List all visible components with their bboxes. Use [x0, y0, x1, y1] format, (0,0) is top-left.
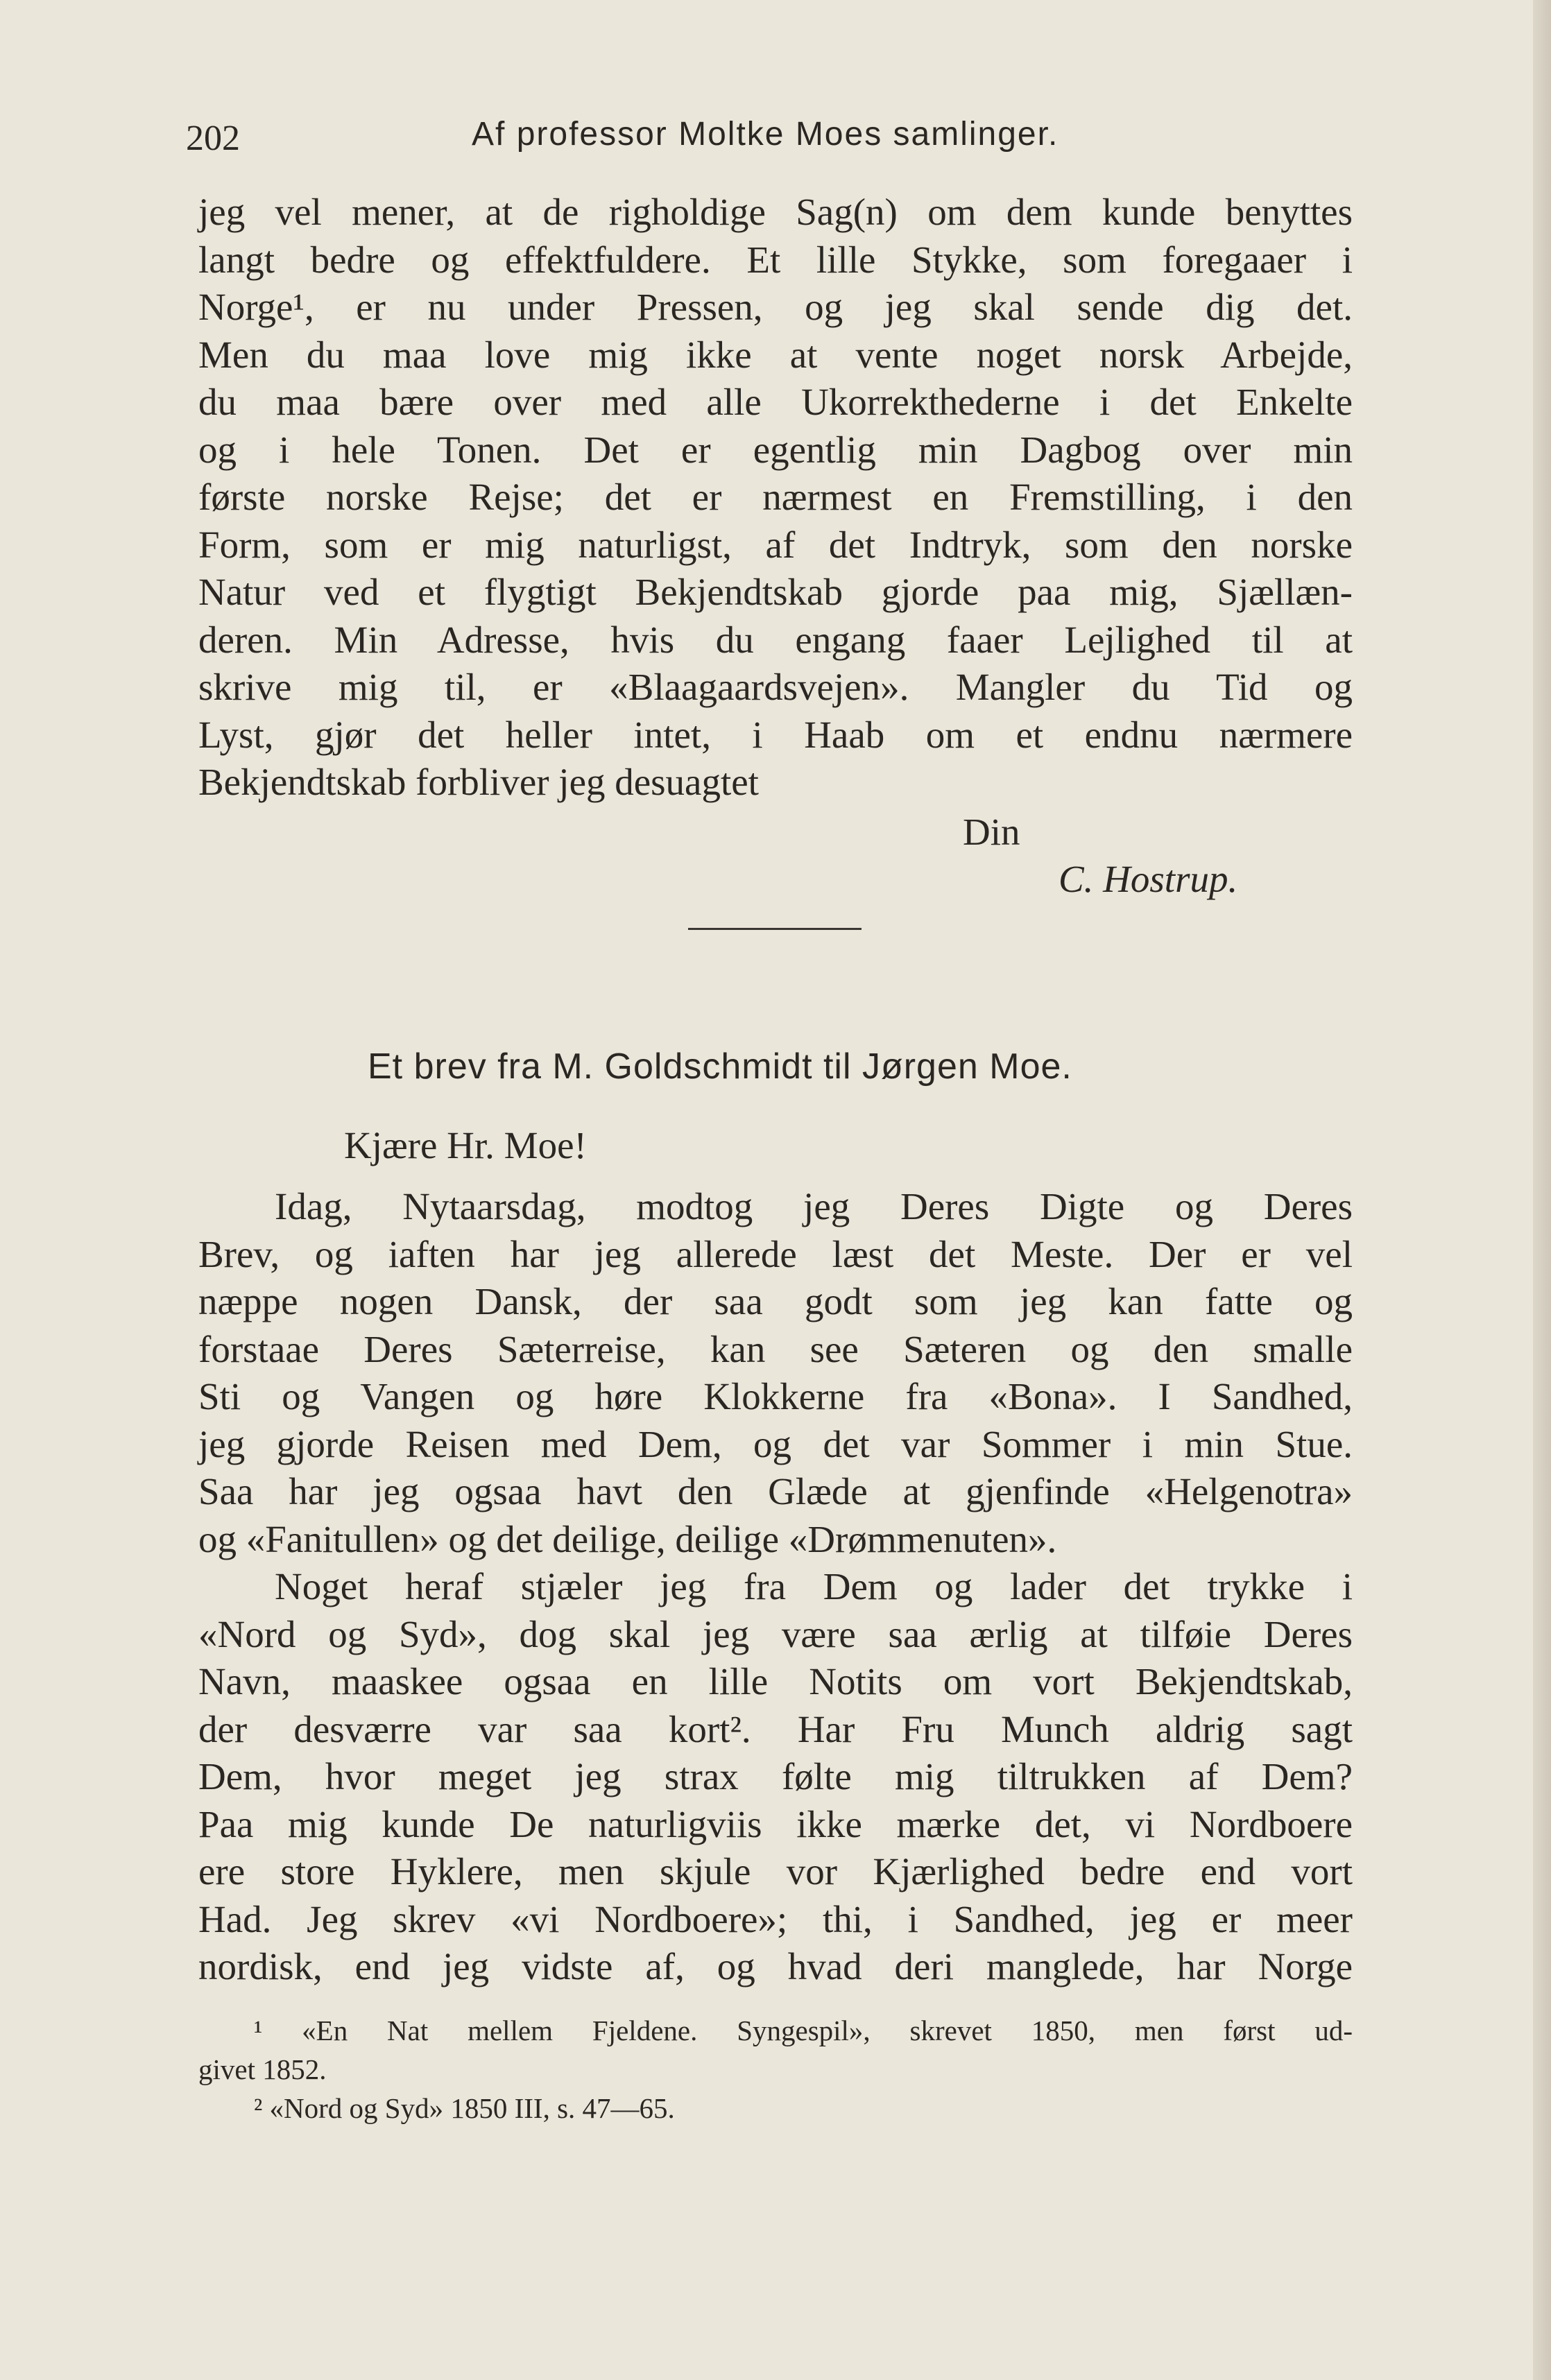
text-line: ere store Hyklere, men skjule vor Kjærlighed bedre end vort [198, 1850, 1353, 1892]
text-line: Bekjendtskab forbliver jeg desuagtet [198, 761, 759, 803]
page-number: 202 [186, 119, 240, 158]
running-title: Af professor Moltke Moes samlinger. [472, 116, 1059, 153]
letter-salutation: Kjære Hr. Moe! [344, 1124, 587, 1166]
text-line: Sti og Vangen og høre Klokkerne fra «Bona». I Sandhed, [198, 1375, 1353, 1417]
text-line: jeg vel mener, at de righoldige Sag(n) om dem kunde benyttes [198, 191, 1353, 233]
text-line: Paa mig kunde De naturligviis ikke mærke det, vi Nordboere [198, 1802, 1353, 1845]
text-line: Lyst, gjør det heller intet, i Haab om et endnu nærmere [198, 713, 1353, 756]
running-head [186, 111, 1351, 173]
text-line: næppe nogen Dansk, der saa godt som jeg kan fatte og [198, 1280, 1353, 1322]
text-line: du maa bære over med alle Ukorrekthederne i det Enkelte [198, 381, 1353, 423]
text-line: første norske Rejse; det er nærmest en Fremstilling, i den [198, 476, 1353, 518]
letter-signature: C. Hostrup. [1059, 858, 1238, 900]
text-line: jeg gjorde Reisen med Dem, og det var Sommer i min Stue. [198, 1422, 1353, 1465]
text-line: nordisk, end jeg vidste af, og hvad deri manglede, har Norge [198, 1945, 1353, 1987]
text-line: Idag, Nytaarsdag, modtog jeg Deres Digte og Deres [275, 1185, 1353, 1227]
text-line: Had. Jeg skrev «vi Nordboere»; thi, i Sandhed, jeg er meer [198, 1897, 1353, 1940]
text-line: deren. Min Adresse, hvis du engang faaer Lejlighed til at [198, 618, 1353, 661]
letter-closing: Din [963, 811, 1020, 853]
text-line: og i hele Tonen. Det er egentlig min Dagbog over min [198, 428, 1353, 471]
text-line: «Nord og Syd», dog skal jeg være saa ærlig at tilføie Deres [198, 1612, 1353, 1655]
section-heading: Et brev fra M. Goldschmidt til Jørgen Moe. [368, 1046, 1072, 1087]
text-line: Saa har jeg ogsaa havt den Glæde at gjenfinde «Helgenotra» [198, 1470, 1353, 1512]
text-line: der desværre var saa kort². Har Fru Munch aldrig sagt [198, 1707, 1353, 1750]
footnote-line: givet 1852. [198, 2053, 327, 2085]
letter-goldschmidt-body [198, 1183, 1353, 1991]
footnote-line: ² «Nord og Syd» 1850 III, s. 47—65. [254, 2092, 675, 2124]
text-line: Brev, og iaften har jeg allerede læst det Meste. Der er vel [198, 1232, 1353, 1275]
text-line: Noget heraf stjæler jeg fra Dem og lader det trykke i [275, 1565, 1353, 1607]
text-line: skrive mig til, er «Blaagaardsvejen». Mangler du Tid og [198, 666, 1353, 708]
text-line: Form, som er mig naturligst, af det Indtryk, som den norske [198, 523, 1353, 566]
section-divider [688, 928, 862, 930]
page-edge-shadow [1533, 0, 1551, 2380]
letter-hostrup-body [198, 189, 1353, 807]
text-line: og «Fanitullen» og det deilige, deilige «Drømmenuten». [198, 1517, 1057, 1560]
footnote-line: ¹ «En Nat mellem Fjeldene. Syngespil», skrevet 1850, men først ud- [254, 2015, 1353, 2046]
text-line: Men du maa love mig ikke at vente noget norsk Arbejde, [198, 333, 1353, 376]
text-line: Dem, hvor meget jeg strax følte mig tiltrukken af Dem? [198, 1755, 1353, 1797]
footnotes [198, 2011, 1353, 2128]
text-line: Navn, maaskee ogsaa en lille Notits om vort Bekjendtskab, [198, 1660, 1353, 1702]
text-line: Natur ved et flygtigt Bekjendtskab gjorde paa mig, Sjællæn- [198, 571, 1353, 613]
text-line: forstaae Deres Sæterreise, kan see Sæteren og den smalle [198, 1327, 1353, 1370]
text-line: Norge¹, er nu under Pressen, og jeg skal sende dig det. [198, 286, 1353, 328]
text-line: langt bedre og effektfuldere. Et lille Stykke, som foregaaer i [198, 238, 1353, 281]
